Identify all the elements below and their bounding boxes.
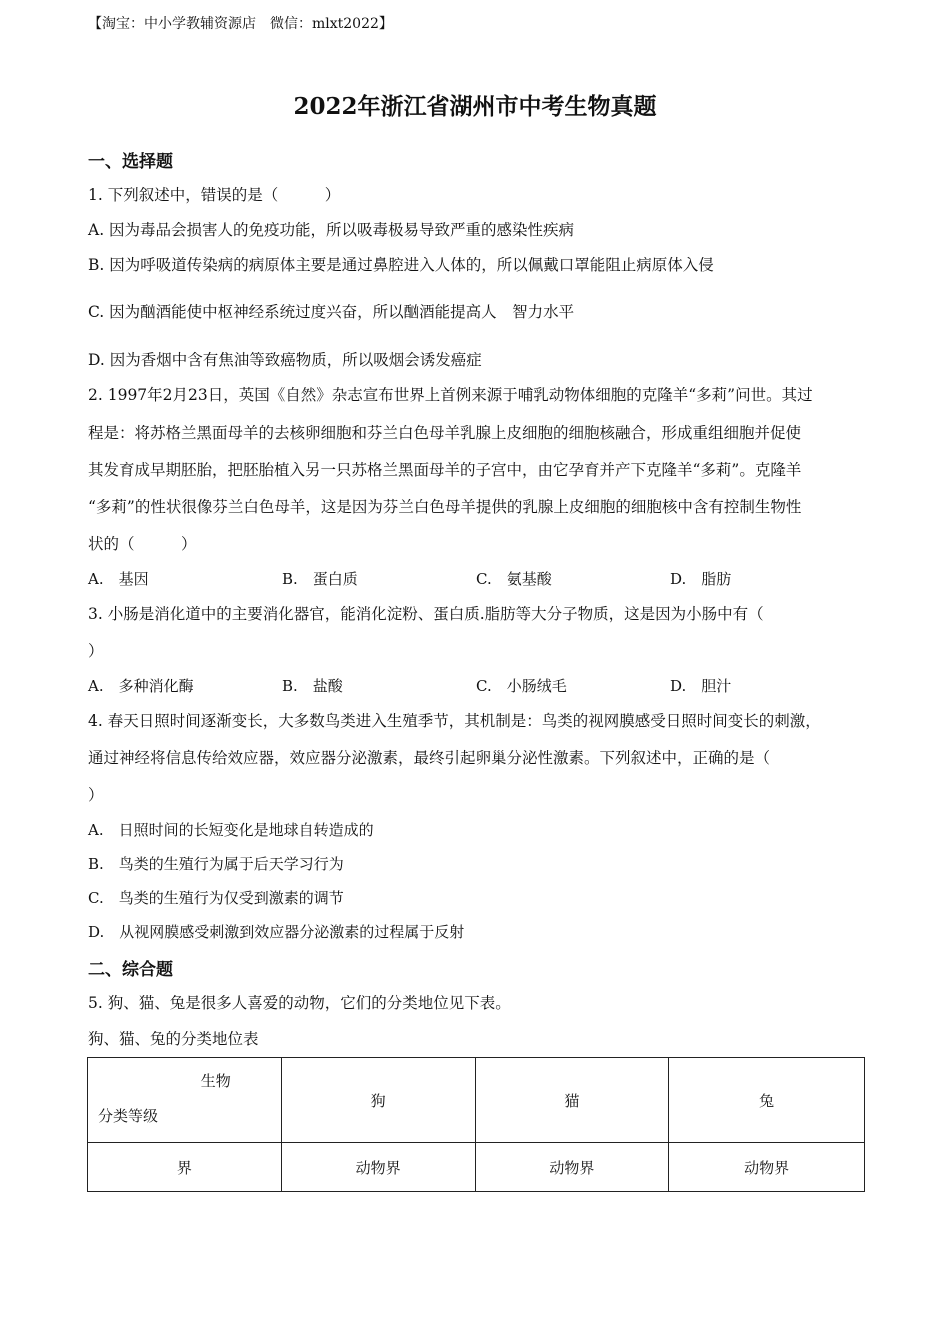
q1-option-b: B. 因为呼吸道传染病的病原体主要是通过鼻腔进入人体的，所以佩戴口罩能阻止病原体入侵 [88, 256, 714, 274]
section-comprehensive-title: 二、综合题 [88, 960, 173, 980]
q4-option-d: D. 从视网膜感受刺激到效应器分泌激素的过程属于反射 [88, 923, 465, 941]
q2-line-2: 程是：将苏格兰黑面母羊的去核卵细胞和芬兰白色母羊乳腺上皮细胞的细胞核融合，形成重组细胞并促使 [88, 424, 802, 442]
q4-line-1: 4. 春天日照时间逐渐变长，大多数鸟类进入生殖季节，其机制是：鸟类的视网膜感受日照时间变长的刺激， [88, 712, 821, 730]
q4-option-a: A. 日照时间的长短变化是地球自转造成的 [88, 821, 374, 839]
q3-option-b: B. 盐酸 [282, 677, 343, 695]
q3-option-a: A. 多种消化酶 [88, 677, 194, 695]
classification-table [87, 1057, 865, 1192]
q4-option-b: B. 鸟类的生殖行为属于后天学习行为 [88, 855, 344, 873]
cell-cat-kingdom: 动物界 [475, 1143, 669, 1192]
q2-option-a: A. 基因 [88, 570, 149, 588]
header-rabbit: 兔 [669, 1058, 865, 1143]
q2-option-b: B. 蛋白质 [282, 570, 358, 588]
table-header-row [88, 1058, 865, 1143]
q3-option-d: D. 胆汁 [670, 677, 732, 695]
row-label-kingdom: 界 [88, 1143, 282, 1192]
q3-line-1: 3. 小肠是消化道中的主要消化器官，能消化淀粉、蛋白质.脂肪等大分子物质，这是因为小肠中有（ [88, 605, 764, 623]
corner-label-organism: 生物 [200, 1072, 231, 1090]
header-cat: 猫 [475, 1058, 669, 1143]
q5-stem: 5. 狗、猫、兔是很多人喜爱的动物，它们的分类地位见下表。 [88, 994, 511, 1012]
q2-option-c: C. 氨基酸 [476, 570, 552, 588]
table-corner-cell [88, 1058, 282, 1143]
q2-option-d: D. 脂肪 [670, 570, 732, 588]
cell-dog-kingdom: 动物界 [281, 1143, 475, 1192]
q1-option-d: D. 因为香烟中含有焦油等致癌物质，所以吸烟会诱发癌症 [88, 351, 482, 369]
header-note: 【淘宝：中小学教辅资源店 微信：mlxt2022】 [88, 16, 393, 32]
q3-option-c: C. 小肠绒毛 [476, 677, 567, 695]
q2-line-5: 状的（ ） [88, 535, 197, 553]
corner-label-rank: 分类等级 [98, 1107, 159, 1125]
q2-line-1: 2. 1997年2月23日，英国《自然》杂志宣布世界上首例来源于哺乳动物体细胞的克隆羊“多莉”问世。其过 [88, 386, 813, 404]
q4-line-3: ） [88, 786, 104, 804]
q1-option-a: A. 因为毒品会损害人的免疫功能，所以吸毒极易导致严重的感染性疾病 [88, 221, 575, 239]
q2-line-3: 其发育成早期胚胎，把胚胎植入另一只苏格兰黑面母羊的子宫中，由它孕育并产下克隆羊“多莉”。克隆羊 [88, 461, 802, 479]
q1-option-c: C. 因为酗酒能使中枢神经系统过度兴奋，所以酗酒能提高人 智力水平 [88, 303, 575, 321]
q1-stem: 1. 下列叙述中，错误的是（ ） [88, 186, 341, 204]
table-row [88, 1143, 865, 1192]
q2-line-4: “多莉”的性状很像芬兰白色母羊，这是因为芬兰白色母羊提供的乳腺上皮细胞的细胞核中含有控制生物性 [88, 498, 802, 516]
cell-rabbit-kingdom: 动物界 [669, 1143, 865, 1192]
q4-option-c: C. 鸟类的生殖行为仅受到激素的调节 [88, 889, 344, 907]
q4-line-2: 通过神经将信息传给效应器，效应器分泌激素，最终引起卵巢分泌性激素。下列叙述中，正确的是（ [88, 749, 771, 767]
table-caption: 狗、猫、兔的分类地位表 [88, 1030, 259, 1048]
page-title: 2022年浙江省湖州市中考生物真题 [293, 93, 657, 120]
header-dog: 狗 [281, 1058, 475, 1143]
section-choice-title: 一、选择题 [88, 152, 173, 172]
q3-line-2: ） [88, 642, 104, 660]
